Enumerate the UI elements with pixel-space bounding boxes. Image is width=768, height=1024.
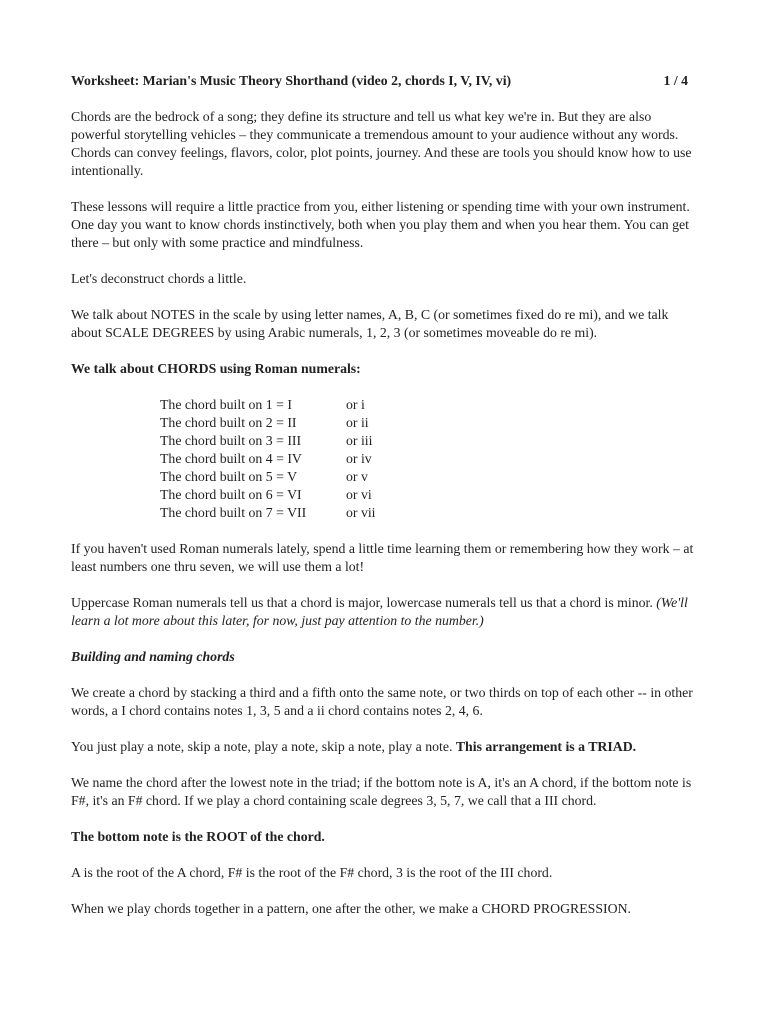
chord-alt: or vii: [346, 505, 376, 520]
chord-row: [160, 414, 698, 432]
paragraph-root-examples: A is the root of the A chord, F# is the root of the F# chord, 3 is the root of the III chord.: [71, 865, 553, 880]
chord-label: The chord built on 5 = V: [160, 469, 298, 484]
page-number: 1 / 4: [663, 73, 688, 88]
chord-alt: or ii: [346, 415, 369, 430]
triad-emphasis: This arrangement is a TRIAD.: [455, 739, 637, 754]
paragraph-major-minor: [71, 594, 698, 630]
chord-label: The chord built on 4 = IV: [160, 451, 302, 466]
chord-label: The chord built on 6 = VI: [160, 487, 302, 502]
chord-alt: or v: [346, 469, 368, 484]
triad-text: You just play a note, skip a note, play a note, skip a note, play a note.: [71, 739, 456, 754]
chord-row: [160, 432, 698, 450]
paragraph-naming: We name the chord after the lowest note in the triad; if the bottom note is A, it's an A chord, if the bottom note is F#, it's an F# chord. If we play a chord containing scale degrees 3, 5, 7, we call that a III chord.: [71, 775, 692, 808]
worksheet-title: Worksheet: Marian's Music Theory Shorthand (video 2, chords I, V, IV, vi): [71, 73, 512, 88]
paragraph-triad: [71, 738, 698, 756]
chord-label: The chord built on 7 = VII: [160, 505, 307, 520]
chord-label: The chord built on 3 = III: [160, 433, 302, 448]
chord-row: [160, 450, 698, 468]
paragraph-intro: Chords are the bedrock of a song; they define its structure and tell us what key we're in. But they are also powerful storytelling vehicles – they communicate a tremendous amount to your audience without any words. Chords can convey feelings, flavors, color, plot points, journey. And these are tools you should know how to use intentionally.: [71, 109, 692, 178]
worksheet-header: [71, 72, 698, 90]
paragraph-practice: These lessons will require a little practice from you, either listening or spending time with your own instrument. One day you want to know chords instinctively, both when you play them and when you hear them. You can get there – but only with some practice and mindfulness.: [71, 199, 690, 250]
chord-row: [160, 504, 698, 522]
heading-building-chords: Building and naming chords: [71, 649, 235, 664]
chord-alt: or i: [346, 397, 365, 412]
paragraph-roman-review: If you haven't used Roman numerals lately, spend a little time learning them or remembering how they work – at least numbers one thru seven, we will use them a lot!: [71, 541, 694, 574]
chord-label: The chord built on 1 = I: [160, 397, 292, 412]
major-minor-note: (We'll learn a lot more about this later, for now, just pay attention to the number.): [71, 595, 688, 628]
chord-table: [160, 396, 698, 522]
chord-alt: or iii: [346, 433, 373, 448]
heading-root: The bottom note is the ROOT of the chord.: [71, 829, 325, 844]
chord-row: [160, 396, 698, 414]
chord-label: The chord built on 2 = II: [160, 415, 297, 430]
chord-alt: or vi: [346, 487, 372, 502]
paragraph-progression: When we play chords together in a pattern, one after the other, we make a CHORD PROGRESSION.: [71, 901, 631, 916]
chord-alt: or iv: [346, 451, 372, 466]
paragraph-deconstruct: Let's deconstruct chords a little.: [71, 271, 247, 286]
paragraph-stacking: We create a chord by stacking a third and a fifth onto the same note, or two thirds on top of each other -- in other words, a I chord contains notes 1, 3, 5 and a ii chord contains notes 2, 4, 6.: [71, 685, 693, 718]
major-minor-text: Uppercase Roman numerals tell us that a chord is major, lowercase numerals tell us that a chord is minor.: [71, 595, 657, 610]
paragraph-notes-degrees: We talk about NOTES in the scale by using letter names, A, B, C (or sometimes fixed do re mi), and we talk about SCALE DEGREES by using Arabic numerals, 1, 2, 3 (or sometimes moveable do re mi).: [71, 307, 669, 340]
heading-roman-numerals: We talk about CHORDS using Roman numerals:: [71, 361, 361, 376]
chord-row: [160, 468, 698, 486]
chord-row: [160, 486, 698, 504]
